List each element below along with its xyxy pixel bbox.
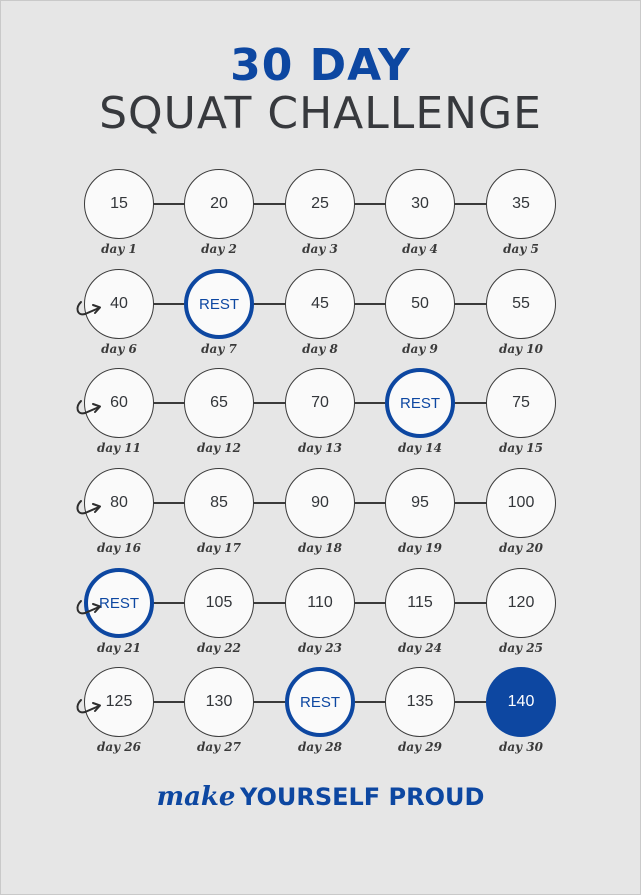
title-line-1: 30 DAY: [230, 40, 411, 91]
row-wrap-arrow-icon: [75, 399, 109, 421]
day-circle: 15: [84, 169, 154, 239]
day-label: day 16: [96, 541, 141, 555]
day-circle: 140: [486, 667, 556, 737]
day-label: day 22: [196, 641, 241, 655]
footer-yourself-proud: YOURSELF PROUD: [239, 783, 485, 811]
day-circle: 20: [184, 169, 254, 239]
day-label: day 29: [397, 740, 442, 754]
day-circle: 80: [84, 468, 154, 538]
day-circle: REST: [84, 568, 154, 638]
day-circle: 100: [486, 468, 556, 538]
day-circle: 85: [184, 468, 254, 538]
day-label: day 4: [402, 242, 438, 256]
day-circle: 35: [486, 169, 556, 239]
footer-slogan: [0, 782, 641, 812]
day-circle: 95: [385, 468, 455, 538]
day-label: day 9: [402, 342, 438, 356]
day-label: day 19: [397, 541, 442, 555]
day-circle: 110: [285, 568, 355, 638]
day-circle: 90: [285, 468, 355, 538]
day-label: day 2: [201, 242, 237, 256]
day-label: day 21: [96, 641, 141, 655]
day-label: day 30: [498, 740, 543, 754]
day-circle: 115: [385, 568, 455, 638]
row-wrap-arrow-icon: [75, 499, 109, 521]
day-circle: 130: [184, 667, 254, 737]
day-label: day 15: [498, 441, 543, 455]
day-circle: 50: [385, 269, 455, 339]
day-label: day 25: [498, 641, 543, 655]
day-circle: 105: [184, 568, 254, 638]
row-wrap-arrow-icon: [75, 300, 109, 322]
day-label: day 23: [297, 641, 342, 655]
day-label: day 1: [101, 242, 137, 256]
day-label: day 17: [196, 541, 241, 555]
day-label: day 5: [503, 242, 539, 256]
footer-make: make: [156, 782, 236, 812]
day-label: day 24: [397, 641, 442, 655]
day-circle: 70: [285, 368, 355, 438]
day-label: day 8: [302, 342, 338, 356]
day-circle: 125: [84, 667, 154, 737]
day-circle: 40: [84, 269, 154, 339]
day-label: day 13: [297, 441, 342, 455]
row-wrap-arrow-icon: [75, 599, 109, 621]
day-label: day 12: [196, 441, 241, 455]
day-circle: 25: [285, 169, 355, 239]
day-label: day 27: [196, 740, 241, 754]
title-line-2: SQUAT CHALLENGE: [99, 88, 542, 139]
day-circle: 30: [385, 169, 455, 239]
day-circle: REST: [385, 368, 455, 438]
day-label: day 7: [201, 342, 237, 356]
day-circle: 55: [486, 269, 556, 339]
day-circle: 65: [184, 368, 254, 438]
day-circle: 120: [486, 568, 556, 638]
row-wrap-arrow-icon: [75, 698, 109, 720]
day-label: day 11: [96, 441, 141, 455]
day-label: day 10: [498, 342, 543, 356]
day-circle: 45: [285, 269, 355, 339]
day-label: day 3: [302, 242, 338, 256]
day-label: day 14: [397, 441, 442, 455]
day-label: day 6: [101, 342, 137, 356]
day-label: day 18: [297, 541, 342, 555]
day-circle: REST: [184, 269, 254, 339]
day-label: day 26: [96, 740, 141, 754]
day-circle: 75: [486, 368, 556, 438]
day-label: day 20: [498, 541, 543, 555]
day-circle: 60: [84, 368, 154, 438]
day-circle: 135: [385, 667, 455, 737]
day-label: day 28: [297, 740, 342, 754]
day-circle: REST: [285, 667, 355, 737]
